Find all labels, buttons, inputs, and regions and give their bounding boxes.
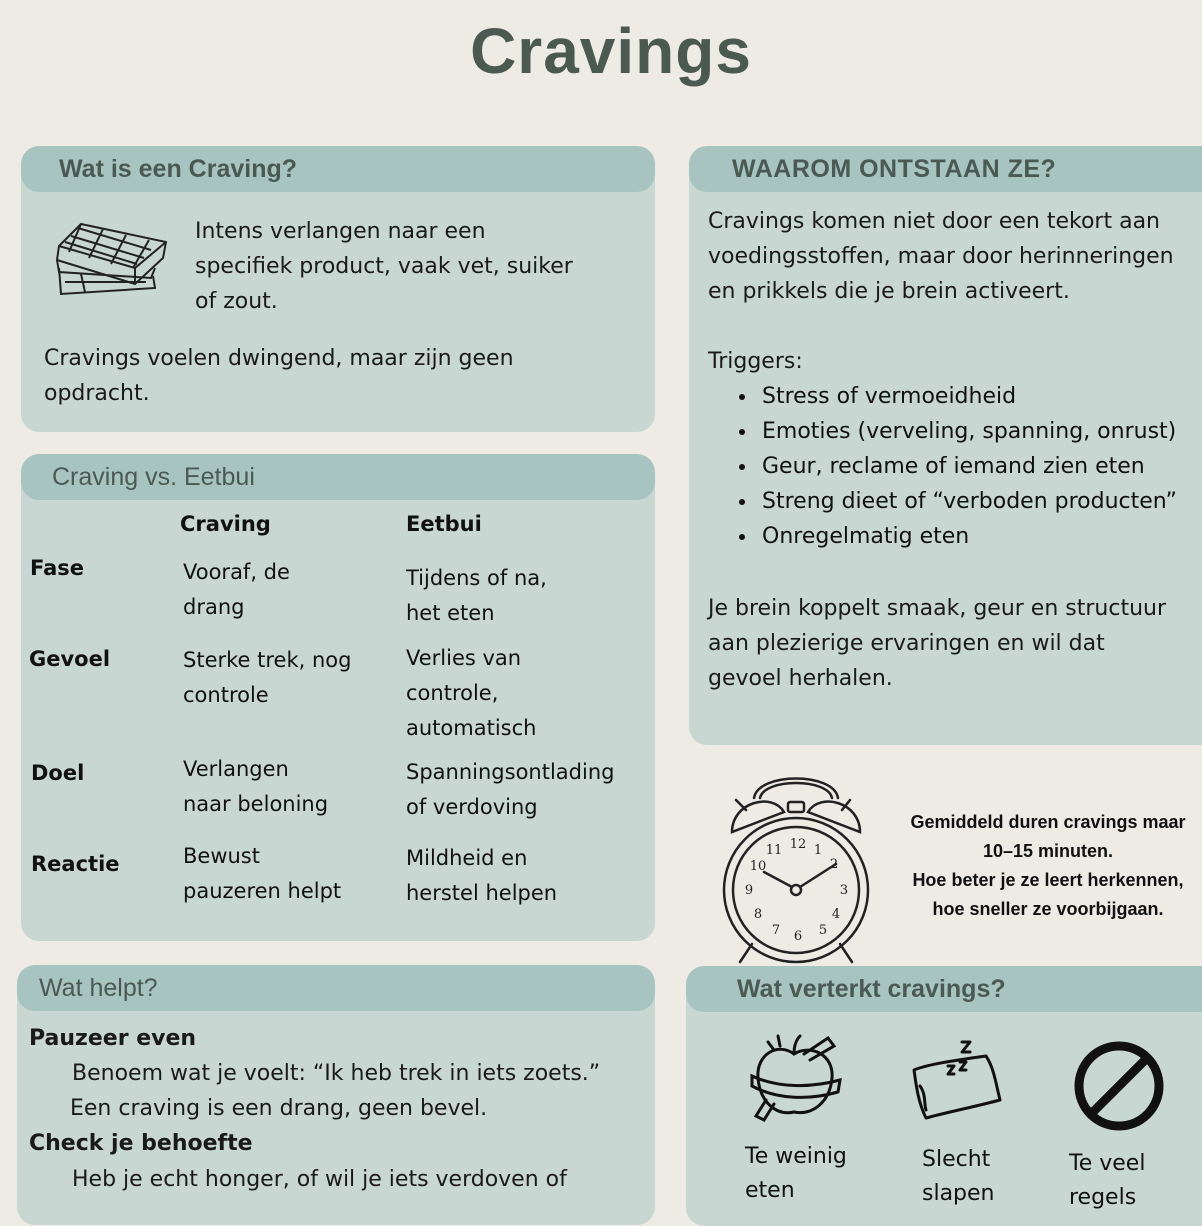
trigger-item: • Emoties (verveling, spanning, onrust)	[758, 414, 1177, 449]
trigger-item: • Streng dieet of “verboden producten”	[758, 484, 1177, 519]
text-line: Tijdens of na,	[406, 566, 547, 590]
card-amplifiers	[686, 966, 1202, 1226]
text-line: Intens verlangen naar een	[195, 219, 486, 244]
text-line: Hoe beter je ze leert herkennen,	[912, 870, 1184, 890]
text-line: pauzeren helpt	[183, 879, 342, 903]
column-header-eetbui: Eetbui	[406, 512, 482, 536]
text-line: Bewust	[183, 844, 260, 868]
text-line: specifiek product, vaak vet, suiker	[195, 254, 573, 279]
svg-text:9: 9	[744, 883, 754, 898]
note-text	[44, 341, 514, 411]
svg-text:4: 4	[831, 907, 841, 922]
column-header-craving: Craving	[180, 512, 271, 536]
text-line: regels	[1069, 1185, 1137, 1210]
card-header: Craving vs. Eetbui	[21, 454, 655, 500]
svg-text:6: 6	[793, 929, 803, 944]
row-label: Fase	[30, 556, 85, 580]
text-line: naar beloning	[183, 792, 329, 816]
row-label: Doel	[31, 761, 85, 785]
text-line: Slecht	[922, 1147, 991, 1172]
chocolate-bar-icon	[51, 216, 171, 301]
card-header: WAAROM ONTSTAAN ZE?	[689, 146, 1202, 192]
text-line: of zout.	[195, 289, 278, 314]
help-item-text: Een craving is een drang, geen bevel.	[70, 1096, 488, 1121]
text-line: herstel helpen	[406, 881, 558, 905]
amplifier-label	[1069, 1147, 1145, 1215]
cell-eetbui	[406, 641, 536, 746]
card-header: Wat is een Craving?	[21, 146, 655, 192]
why-outro	[708, 591, 1166, 696]
trigger-item: • Stress of vermoeidheid	[758, 379, 1177, 414]
text-line: gevoel herhalen.	[708, 666, 893, 691]
text-line: eten	[745, 1178, 795, 1203]
text-line: controle	[183, 683, 269, 707]
text-line: en prikkels die je brein activeert.	[708, 279, 1070, 304]
text-line: Je brein koppelt smaak, geur en structuur	[708, 596, 1167, 621]
row-label: Reactie	[31, 852, 120, 876]
cell-craving	[183, 839, 341, 909]
text-line: slapen	[922, 1181, 995, 1206]
svg-text:10: 10	[749, 859, 767, 874]
cell-craving	[183, 643, 351, 713]
text-line: Cravings komen niet door een tekort aan	[708, 209, 1160, 234]
cell-eetbui	[406, 561, 547, 631]
help-item-text: Benoem wat je voelt: “Ik heb trek in iets zoets.”	[72, 1061, 601, 1086]
cell-eetbui	[406, 841, 557, 911]
text-line: Sterke trek, nog	[183, 648, 352, 672]
text-line: voedingsstoffen, maar door herinneringen	[708, 244, 1174, 269]
amplifier-label	[922, 1143, 995, 1211]
text-line: Spanningsontlading	[406, 760, 615, 784]
text-line: automatisch	[406, 716, 537, 740]
text-line: Te weinig	[745, 1144, 847, 1169]
text-line: Gemiddeld duren cravings maar	[910, 812, 1186, 832]
text-line: het eten	[406, 601, 495, 625]
cell-eetbui	[406, 755, 614, 825]
text-line: Te veel	[1069, 1151, 1146, 1176]
text-line: hoe sneller ze voorbijgaan.	[932, 899, 1164, 919]
svg-text:12: 12	[789, 837, 807, 852]
help-item-text: Heb je echt honger, of wil je iets verdoven of	[72, 1167, 567, 1192]
text-line: drang	[183, 595, 245, 619]
card-what-is-craving	[21, 146, 655, 432]
trigger-item: • Geur, reclame of iemand zien eten	[758, 449, 1177, 484]
triggers-label: Triggers:	[708, 349, 803, 374]
duration-text	[878, 808, 1202, 924]
trigger-item: • Onregelmatig eten	[758, 519, 1177, 554]
alarm-clock-icon	[718, 762, 874, 966]
text-line: Cravings voelen dwingend, maar zijn geen	[44, 346, 514, 371]
help-item-title: Pauzeer even	[29, 1026, 197, 1051]
row-label: Gevoel	[29, 647, 111, 671]
card-why	[689, 146, 1202, 745]
triggers-list	[708, 379, 1177, 554]
text-line: controle,	[406, 681, 499, 705]
text-line: Verlies van	[406, 646, 522, 670]
card-comparison	[21, 454, 655, 941]
prohibited-icon	[1073, 1040, 1165, 1132]
text-line: 10–15 minuten.	[982, 841, 1114, 861]
svg-text:5: 5	[818, 923, 828, 938]
text-line: Vooraf, de	[183, 560, 290, 584]
svg-text:7: 7	[771, 923, 781, 938]
svg-text:8: 8	[753, 907, 763, 922]
card-what-helps	[17, 965, 655, 1225]
help-item-title: Check je behoefte	[29, 1131, 253, 1156]
svg-text:1: 1	[813, 843, 823, 858]
text-line: of verdoving	[406, 795, 538, 819]
text-line: Mildheid en	[406, 846, 528, 870]
page-title: Cravings	[470, 15, 752, 87]
cell-craving	[183, 555, 290, 625]
why-intro	[708, 204, 1174, 309]
svg-text:2: 2	[829, 857, 839, 872]
card-header: Wat verterkt cravings?	[686, 966, 1202, 1012]
svg-text:3: 3	[839, 883, 849, 898]
text-line: Verlangen	[183, 757, 289, 781]
amplifier-label	[745, 1140, 847, 1208]
pillow-sleep-icon	[908, 1038, 1004, 1130]
definition-text	[195, 214, 573, 319]
card-header: Wat helpt?	[17, 965, 655, 1011]
text-line: opdracht.	[44, 381, 150, 406]
text-line: aan plezierige ervaringen en wil dat	[708, 631, 1105, 656]
cell-craving	[183, 752, 328, 822]
svg-text:11: 11	[765, 843, 783, 858]
apple-measuring-tape-icon	[748, 1032, 844, 1124]
